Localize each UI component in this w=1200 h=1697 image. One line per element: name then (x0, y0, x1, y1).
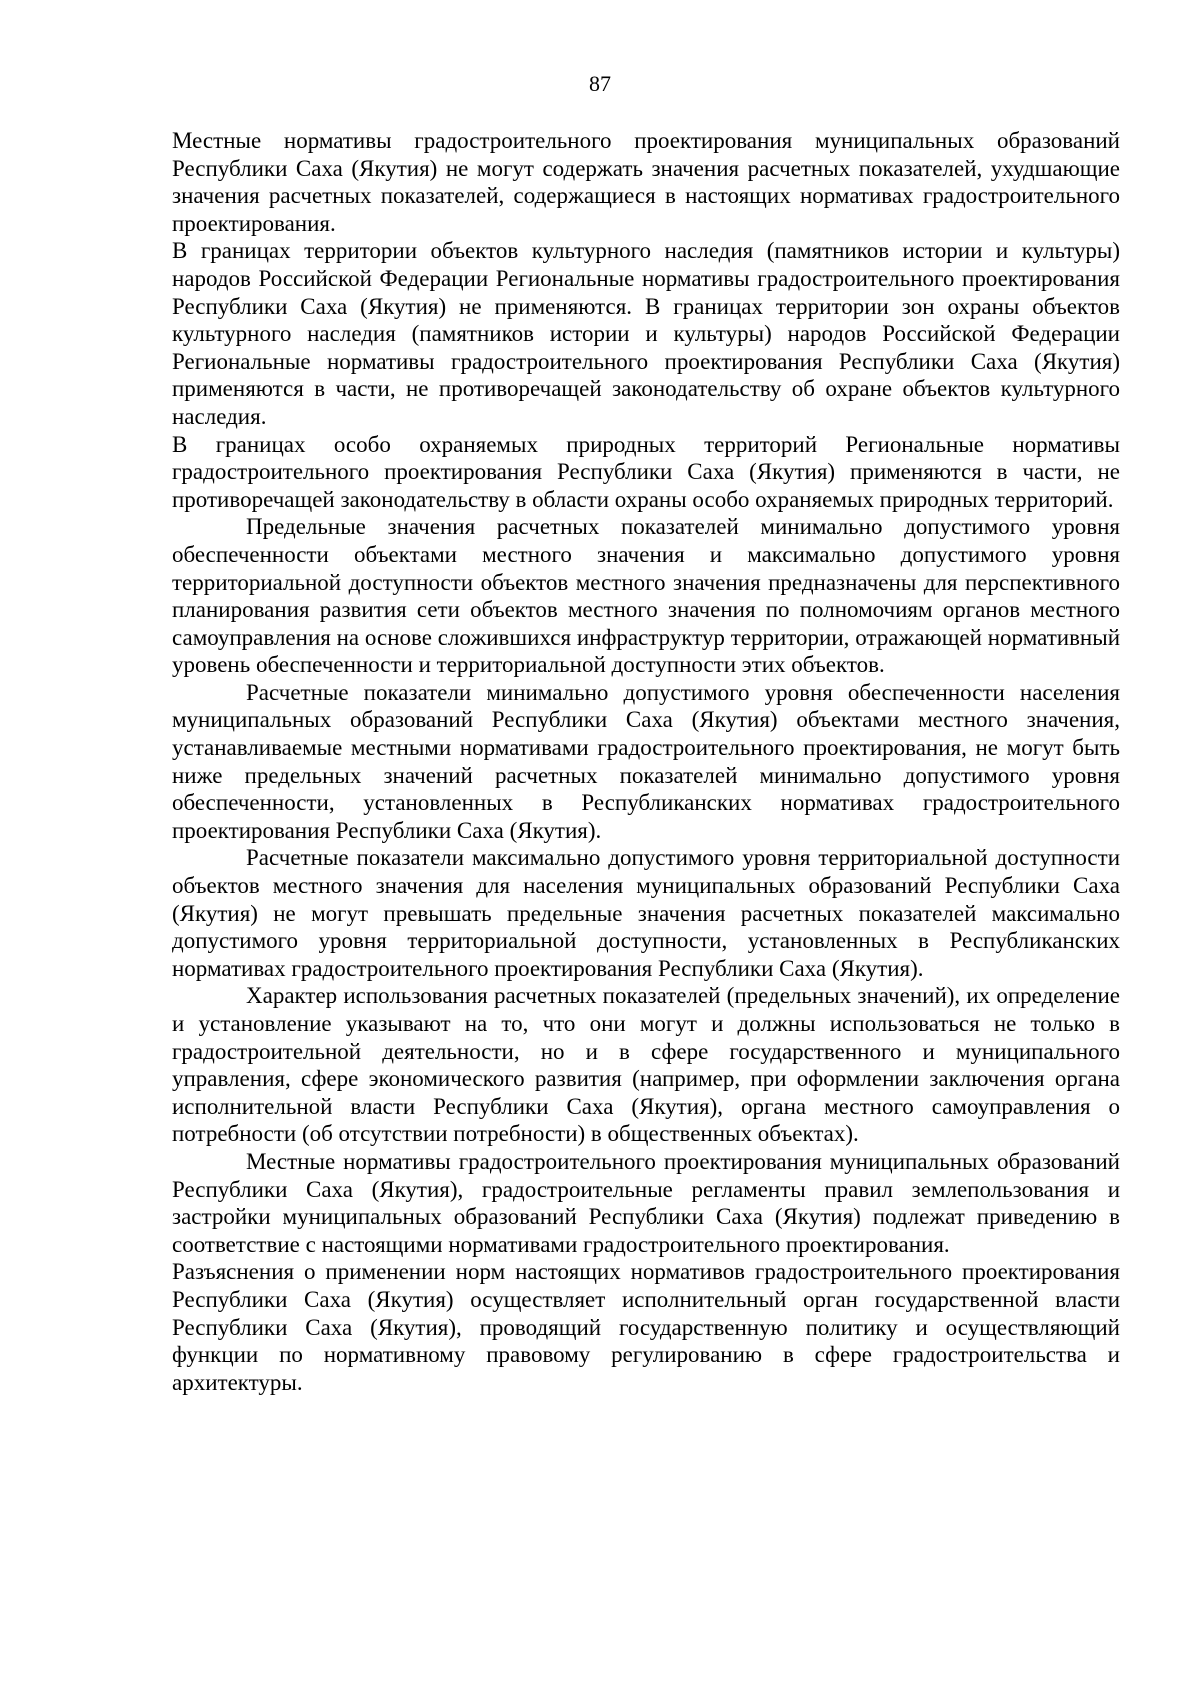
paragraph-usage-character: Характер использования расчетных показателей (предельных значений), их определение и установление указывают на то, что они могут и должны использоваться не только в градостроительной деятельности, но и в сфере государственного и муниципального управления, сфере экономического развития (например, при оформлении заключения органа исполнительной власти Республики Саха (Якутия), органа местного самоуправления о потребности (об отсутствии потребности) в общественных объектах). (172, 983, 1120, 1147)
paragraph-compliance-requirement: Местные нормативы градостроительного проектирования муниципальных образований Республики Саха (Якутия), градостроительные регламенты правил землепользования и застройки муниципальных образований Республики Саха (Якутия) подлежат приведению в соответствие с настоящими нормативами градостроительного проектирования. (172, 1148, 1120, 1257)
paragraph-maximum-accessibility: Расчетные показатели максимально допустимого уровня территориальной доступности объектов местного значения для населения муниципальных образований Республики Саха (Якутия) не могут превышать предельные значения расчетных показателей максимально допустимого уровня территориальной доступности, установленных в Республиканских нормативах градостроительного проектирования Республики Саха (Якутия). (172, 845, 1120, 981)
paragraph-clarifications: Разъяснения о применении норм настоящих нормативов градостроительного проектирования Республики Саха (Якутия) осуществляет исполнительный орган государственной власти Республики Саха (Якутия), проводящий государственную политику и осуществляющий функции по нормативному правовому регулированию в сфере градостроительства и архитектуры. (172, 1259, 1120, 1395)
paragraph-protected-natural-areas: В границах особо охраняемых природных территорий Региональные нормативы градостроительного проектирования Республики Саха (Якутия) применяются в части, не противоречащей законодательству в области охраны особо охраняемых природных территорий. (172, 431, 1120, 512)
document-body (172, 127, 1120, 1396)
page-number: 87 (589, 71, 611, 96)
paragraph-minimum-provision: Расчетные показатели минимально допустимого уровня обеспеченности населения муниципальных образований Республики Саха (Якутия) объектами местного значения, устанавливаемые местными нормативами градостроительного проектирования, не могут быть ниже предельных значений расчетных показателей минимально допустимого уровня обеспеченности, установленных в Республиканских нормативах градостроительного проектирования Республики Саха (Якутия). (172, 679, 1120, 843)
paragraph-limit-values-purpose: Предельные значения расчетных показателей минимально допустимого уровня обеспеченности объектами местного значения и максимально допустимого уровня территориальной доступности объектов местного значения предназначены для перспективного планирования развития сети объектов местного значения по полномочиям органов местного самоуправления на основе сложившихся инфраструктур территории, отражающей нормативный уровень обеспеченности и территориальной доступности этих объектов. (172, 514, 1120, 678)
paragraph-cultural-heritage: В границах территории объектов культурного наследия (памятников истории и культуры) народов Российской Федерации Региональные нормативы градостроительного проектирования Республики Саха (Якутия) не применяются. В границах территории зон охраны объектов культурного наследия (памятников истории и культуры) народов Российской Федерации Региональные нормативы градостроительного проектирования Республики Саха (Якутия) применяются в части, не противоречащей законодательству об охране объектов культурного наследия. (172, 238, 1120, 429)
paragraph-local-standards-limits: Местные нормативы градостроительного проектирования муниципальных образований Республики Саха (Якутия) не могут содержать значения расчетных показателей, ухудшающие значения расчетных показателей, содержащиеся в настоящих нормативах градостроительного проектирования. (172, 128, 1120, 236)
